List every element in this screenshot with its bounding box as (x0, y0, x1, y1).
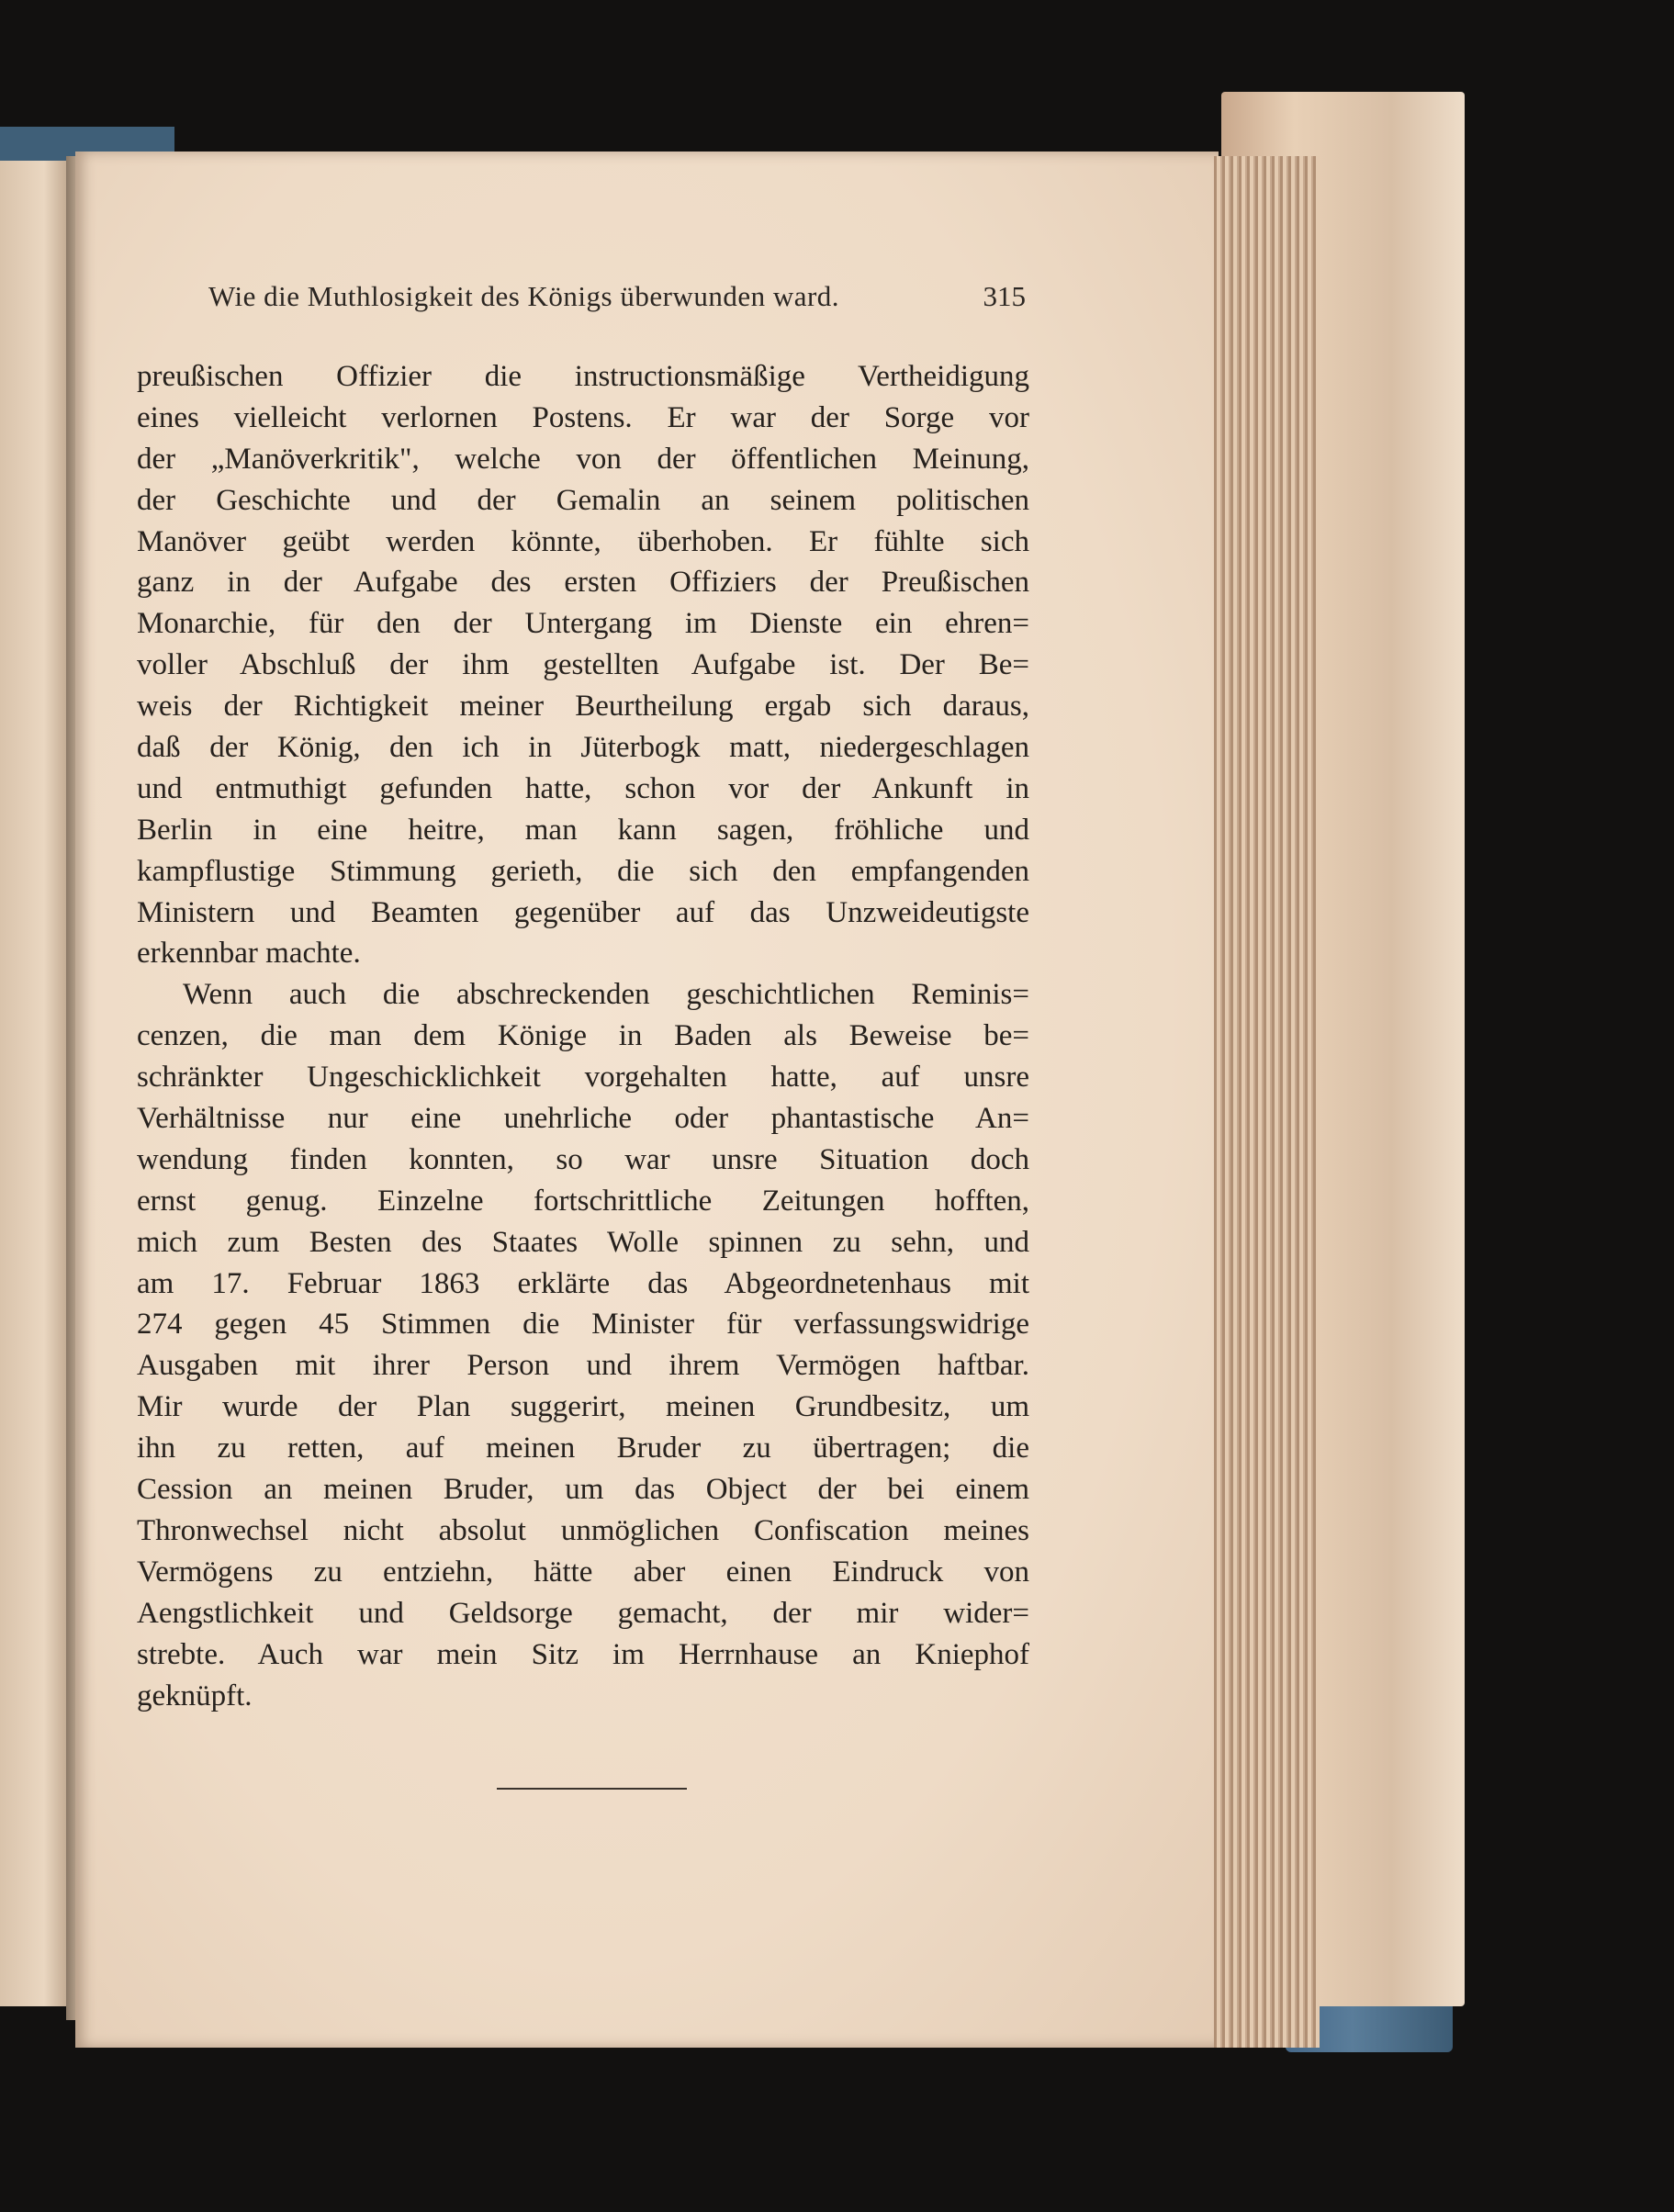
body-text (137, 356, 1029, 1716)
paragraph (137, 974, 1029, 1716)
text-line: am 17. Februar 1863 erklärte das Abgeordnetenhaus mit (137, 1266, 1029, 1300)
text-line: voller Abschluß der ihm gestellten Aufgabe ist. Der Be= (137, 648, 1029, 682)
text-line: Berlin in eine heitre, man kann sagen, fröhliche und (137, 813, 1029, 847)
text-line: Manöver geübt werden könnte, überhoben. Er fühlte sich (137, 524, 1029, 558)
text-line: Mir wurde der Plan suggerirt, meinen Grundbesitz, um (137, 1390, 1029, 1424)
text-line: schränkter Ungeschicklichkeit vorgehalten hatte, auf unsre (137, 1061, 1029, 1095)
section-end-rule (497, 1788, 687, 1790)
text-line: Aengstlichkeit und Geldsorge gemacht, der mir wider= (137, 1596, 1029, 1630)
text-line: ganz in der Aufgabe des ersten Offiziers der Preußischen (137, 566, 1029, 600)
text-line: 274 gegen 45 Stimmen die Minister für verfassungswidrige (137, 1308, 1029, 1342)
text-line: der Geschichte und der Gemalin an seinem politischen (137, 483, 1029, 517)
text-line: Verhältnisse nur eine unehrliche oder phantastische An= (137, 1102, 1029, 1136)
text-line: ihn zu retten, auf meinen Bruder zu übertragen; die (137, 1432, 1029, 1465)
text-line: strebte. Auch war mein Sitz im Herrnhause an Kniephof (137, 1637, 1029, 1671)
text-line: kampflustige Stimmung gerieth, die sich den empfangenden (137, 854, 1029, 888)
left-page-edge (0, 161, 73, 2006)
text-line: Ausgaben mit ihrer Person und ihrem Vermögen haftbar. (137, 1349, 1029, 1383)
text-line: Ministern und Beamten gegenüber auf das Unzweideutigste (137, 895, 1029, 929)
paragraph (137, 356, 1029, 974)
text-line: preußischen Offizier die instructionsmäßige Vertheidigung (137, 360, 1029, 393)
text-line: Monarchie, für den der Untergang im Dienste ein ehren= (137, 607, 1029, 641)
text-line: Wenn auch die abschreckenden geschichtlichen Reminis= (183, 978, 1029, 1012)
text-line: ernst genug. Einzelne fortschrittliche Zeitungen hofften, (137, 1184, 1029, 1218)
text-line: der „Manöverkritik", welche von der öffentlichen Meinung, (137, 442, 1029, 476)
text-line: eines vielleicht verlornen Postens. Er war der Sorge vor (137, 400, 1029, 434)
text-line: Cession an meinen Bruder, um das Object der bei einem (137, 1473, 1029, 1507)
text-line: Vermögens zu entziehn, hätte aber einen Eindruck von (137, 1555, 1029, 1589)
page-number: 315 (983, 280, 1026, 312)
text-line: Thronwechsel nicht absolut unmöglichen Confiscation meines (137, 1513, 1029, 1547)
text-line: erkennbar machte. (137, 937, 361, 971)
page-edges (1214, 156, 1320, 2048)
text-line: mich zum Besten des Staates Wolle spinnen zu sehn, und (137, 1225, 1029, 1259)
running-title: Wie die Muthlosigkeit des Königs überwunden ward. (208, 280, 840, 312)
text-line: und entmuthigt gefunden hatte, schon vor der Ankunft in (137, 771, 1029, 805)
text-line: cenzen, die man dem Könige in Baden als Beweise be= (137, 1019, 1029, 1053)
text-line: geknüpft. (137, 1679, 253, 1712)
text-line: daß der König, den ich in Jüterbogk matt, niedergeschlagen (137, 731, 1029, 765)
text-line: weis der Richtigkeit meiner Beurtheilung ergab sich daraus, (137, 690, 1029, 724)
text-line: wendung finden konnten, so war unsre Situation doch (137, 1142, 1029, 1176)
